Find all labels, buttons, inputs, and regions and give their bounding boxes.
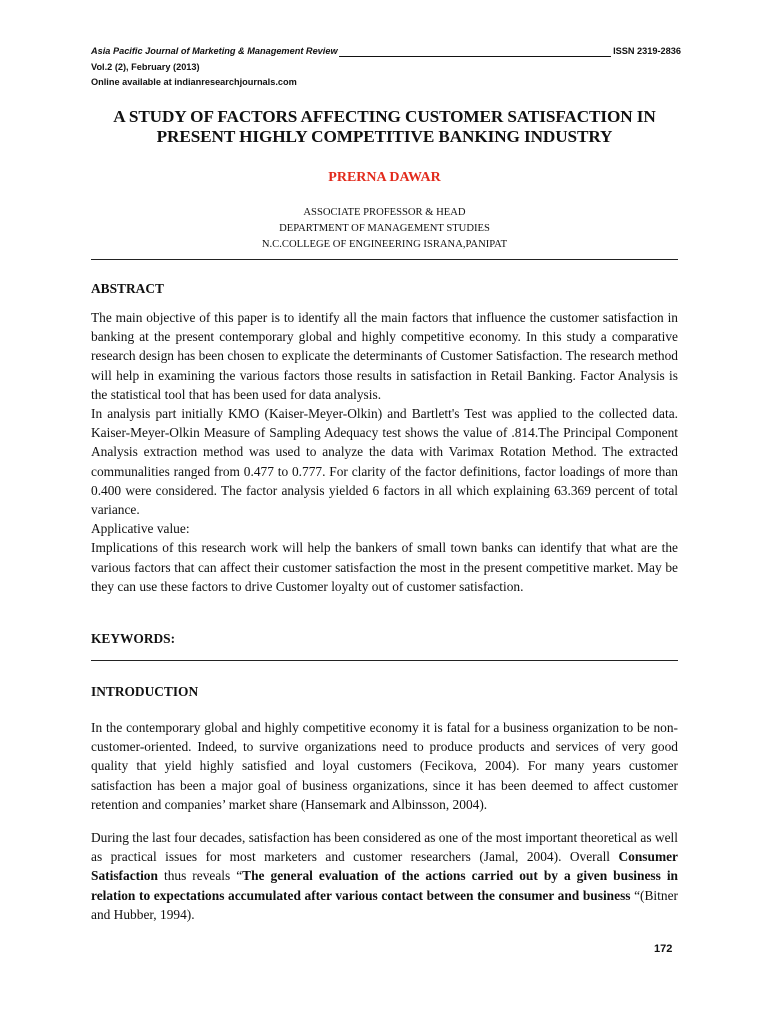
intro-p2-citation: “(Bitner and Hubber, 1994). [91, 887, 678, 922]
abstract-body [91, 308, 678, 596]
introduction-body [91, 718, 678, 924]
separator-rule-bottom [91, 660, 678, 661]
page-number: 172 [654, 943, 673, 955]
affiliation-department: DEPARTMENT OF MANAGEMENT STUDIES [279, 222, 490, 234]
author-name: PRERNA DAWAR [328, 170, 441, 185]
intro-paragraph-2 [91, 828, 678, 924]
author-affiliation [91, 205, 678, 252]
intro-p2-text-mid: thus reveals “ [157, 868, 243, 884]
abstract-paragraph-1: The main objective of this paper is to identify all the main factors that influence the customer satisfaction in banking at the present contemporary global and highly competitive economy. In this study a comparative research design has been chosen to explicate the determinants of Customer Satisfaction. The research method will help in examining the various factors those results in satisfaction in Retail Banking. Factor Analysis is the statistical tool that has been used for data analysis. [91, 310, 678, 402]
intro-p2-text-start: During the last four decades, satisfaction has been considered as one of the most important theoretical as well as practical issues for most marketers and customer researchers (Jamal, 2004). Overall [91, 830, 678, 865]
affiliation-position: ASSOCIATE PROFESSOR & HEAD [303, 207, 466, 218]
online-availability: Online available at indianresearchjournals.com [91, 77, 297, 87]
paper-title-line1: A STUDY OF FACTORS AFFECTING CUSTOMER SATISFACTION IN [113, 107, 656, 126]
abstract-paragraph-2: In analysis part initially KMO (Kaiser-Meyer-Olkin) and Bartlett's Test was applied to the collected data. Kaiser-Meyer-Olkin Measure of Sampling Adequacy test shows the value of .814.The Principal Component Analysis extraction method was used to analyze the data with Varimax Rotation Method. The extracted communalities ranged from 0.477 to 0.777. For clarity of the factor definitions, factor loadings of more than 0.400 were considered. The factor analysis yielded 6 factors in all which explaining 63.369 percent of total variance. [91, 406, 678, 518]
intro-paragraph-1: In the contemporary global and highly competitive economy it is fatal for a business organization to be non-customer-oriented. Indeed, to survive organizations need to produce products and services of very good quality that yield highly satisfied and loyal customers (Fecikova, 2004). For many years customer satisfaction has been a major goal of business organizations, since it has been deemed to affect customer retention and companies’ market share (Hansemark and Albinsson, 2004). [91, 720, 678, 812]
applicative-value-label: Applicative value: [91, 521, 190, 537]
issn: ISSN 2319-2836 [613, 46, 681, 56]
journal-title-line [91, 44, 681, 60]
introduction-heading: INTRODUCTION [91, 684, 199, 699]
keywords-heading: KEYWORDS: [91, 631, 176, 646]
paper-title-line2: PRESENT HIGHLY COMPETITIVE BANKING INDUSTRY [156, 127, 613, 146]
intro-p2-definition-quote: The general evaluation of the actions carried out by a given business in relation to expectations accumulated after various contact between the consumer and business [91, 868, 678, 903]
volume-info: Vol.2 (2), February (2013) [91, 61, 200, 72]
abstract-heading: ABSTRACT [91, 281, 164, 296]
intro-p2-consumer-satisfaction: Consumer Satisfaction [91, 849, 678, 884]
header-underline [339, 55, 611, 57]
paper-title [91, 107, 678, 147]
separator-rule-top [91, 259, 678, 260]
affiliation-institution: N.C.COLLEGE OF ENGINEERING ISRANA,PANIPAT [261, 238, 508, 250]
abstract-paragraph-3: Implications of this research work will help the bankers of small town banks can identify that what are the various factors that can affect their customer satisfaction the most in the present competitive market. May be they can use these factors to drive Customer loyalty out of customer satisfaction. [91, 540, 678, 594]
journal-header [91, 44, 681, 91]
journal-name: Asia Pacific Journal of Marketing & Management Review [91, 46, 338, 56]
